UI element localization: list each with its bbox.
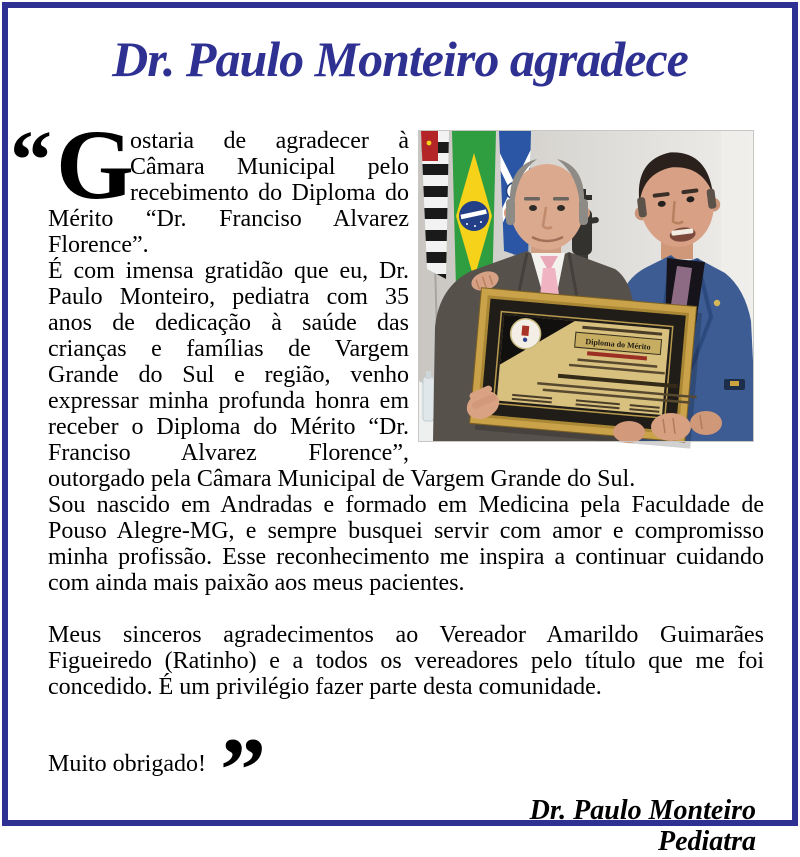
signature-block: [48, 795, 764, 857]
signature-name: Dr. Paulo Monteiro: [529, 795, 756, 826]
page-title: Dr. Paulo Monteiro agradece: [112, 31, 688, 87]
signature-role: Pediatra: [658, 826, 756, 857]
bottle-cap: [426, 371, 431, 379]
water-bottle: [423, 377, 434, 421]
paragraph-thanks-council: Meus sinceros agradecimentos ao Vereador Amarildo Guimarães Figueiredo (Ratinho) e a todos os vereadores pelo título que me foi concedido. É um privilégio fazer parte desta comunidade.: [48, 622, 764, 700]
drop-cap: G: [56, 109, 134, 220]
paragraph-opening-text: ostaria de agradecer à Câmara Municipal pelo recebimento do Diploma do Mérito “Dr. Franciso Alvarez Florence”.: [48, 128, 409, 258]
award-photo-illustration: [419, 131, 753, 441]
closing-line: Muito obrigado! ”: [48, 719, 266, 821]
closing-text: Muito obrigado!: [48, 751, 206, 777]
diploma-plaque-title: Diploma do Mérito: [585, 337, 651, 352]
paragraph-biography: Sou nascido em Andradas e formado em Medicina pela Faculdade de Pouso Alegre-MG, e sempre busquei servir com amor e compromisso minha profissão. Esse reconhecimento me inspira a continuar cuidando com ainda mais paixão aos meus pacientes.: [48, 492, 764, 596]
open-quote-mark: “: [10, 114, 52, 207]
award-photo: [419, 131, 753, 441]
article-body: [10, 109, 764, 857]
paragraph-gratitude: É com imensa gratidão que eu, Dr. Paulo Monteiro, pediatra com 35 anos de dedicação à saúde das crianças e famílias de Vargem Grande do Sul e região, venho expressar minha profunda honra em receber o Diploma do Mérito “Dr. Franciso Alvarez Florence”, outorgado pela Câmara Municipal de Vargem Grande do Sul.: [48, 258, 636, 492]
